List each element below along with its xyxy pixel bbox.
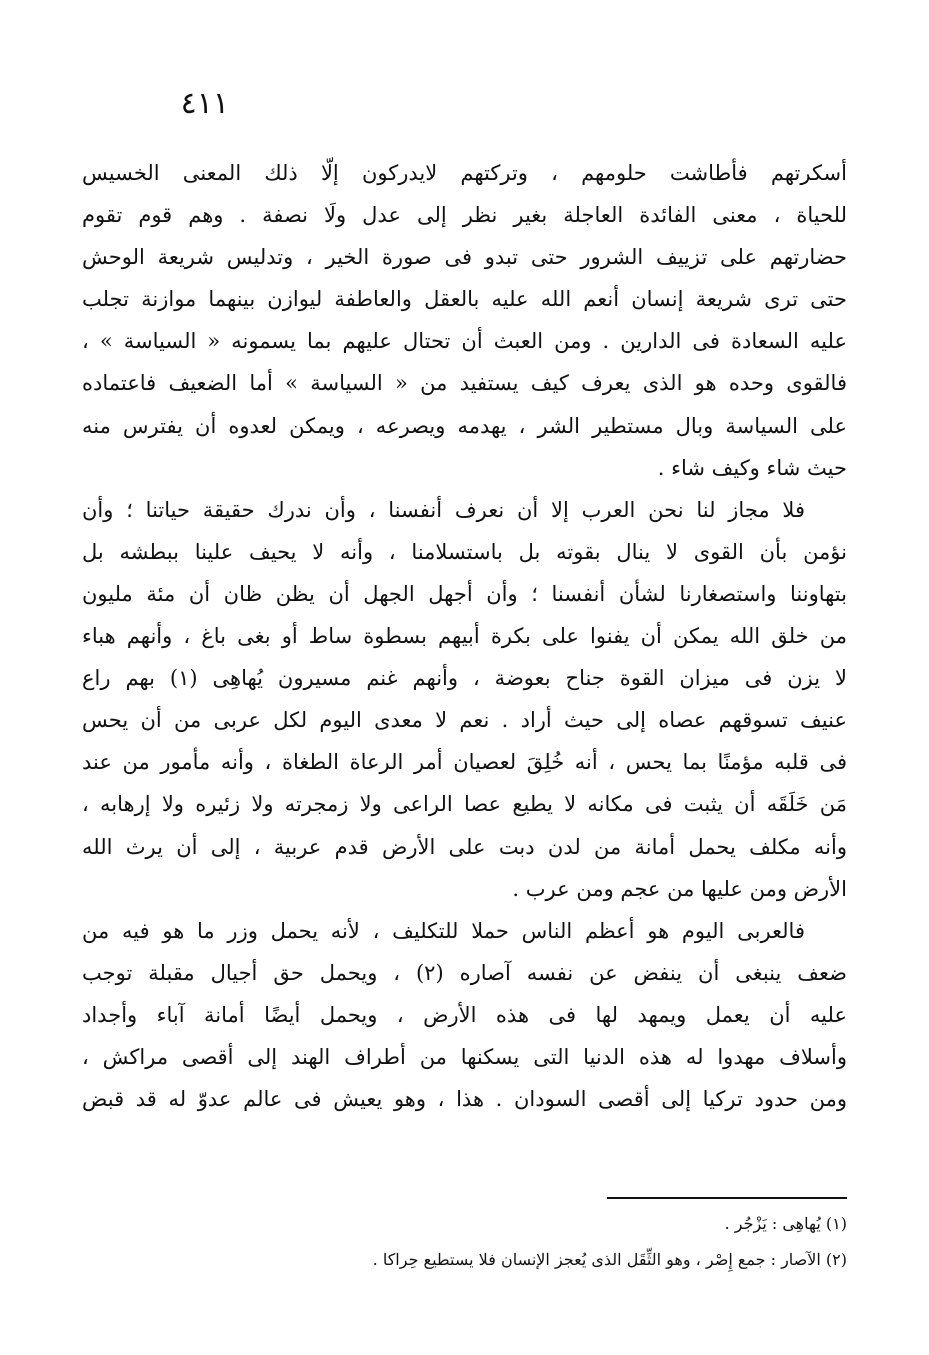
text-line: فالقوى وحده هو الذى يعرف كيف يستفيد من « السياسة » أما الضعيف فاعتماده	[82, 371, 847, 396]
footnote-1: (١) يُهاهِى : يَزْجُر .	[724, 1214, 847, 1233]
text-line: نؤمن بأن القوى لا ينال بقوته بل باستسلامنا ، وأنه لا يحيف علينا ببطشه بل	[82, 539, 847, 564]
text-line: ومن حدود تركيا إلى أقصى السودان . هذا ، وهو يعيش فى عالم عدوّ له قد قبض	[82, 1087, 847, 1112]
page-number: ٤١١	[180, 86, 229, 121]
text-line: حتى ترى شريعة إنسان أنعم الله عليه بالعقل والعاطفة ليوازن بينهما موازنة تجلب	[82, 287, 847, 312]
text-line: مَن خَلَقَه أن يثبت فى مكانه لا يطيع عصا الراعى ولا زمجرته ولا زئيره ولا إرهابه ،	[82, 792, 847, 817]
text-line: حيث شاء وكيف شاء .	[657, 455, 847, 480]
text-line: الأرض ومن عليها من عجم ومن عرب .	[512, 876, 847, 901]
text-line: حضارتهم على تزييف الشرور حتى تبدو فى صورة الخير ، وتدليس شريعة الوحش	[82, 245, 847, 270]
text-line: فى قلبه مؤمنًا بما يحس ، أنه خُلِقَ لعصيان أمر الرعاة الطغاة ، وأنه مأمور من عند	[82, 750, 847, 775]
text-line: وأنه مكلف يحمل أمانة من لدن دبت على الأرض قدم عربية ، إلى أن يرث الله	[82, 834, 847, 859]
text-line: للحياة ، معنى الفائدة العاجلة بغير نظر إلى عدل ولَا نصفة . وهم قوم تقوم	[82, 203, 847, 228]
text-line: ضعف ينبغى أن ينفض عن نفسه آصاره (٢) ، ويحمل حق أجيال مقبلة توجب	[82, 960, 847, 985]
footnote-2: (٢) الآصار : جمع إِصْر ، وهو الثِّقَل الذى يُعجز الإنسان فلا يستطيع حِراكا .	[372, 1250, 847, 1269]
text-line: لا يزن فى ميزان القوة جناح بعوضة ، وأنهم غنم مسيرون يُهاهِى (١) بهم راع	[82, 666, 847, 691]
text-line: عليه السعادة فى الدارين . ومن العبث أن تحتال عليهم بما يسمونه « السياسة » ،	[82, 329, 847, 354]
text-line: فالعربى اليوم هو أعظم الناس حملا للتكليف ، لأنه يحمل وزر ما هو فيه من	[82, 918, 805, 943]
paragraph-1	[82, 152, 847, 489]
text-line: على السياسة وبال مستطير الشر ، يهدمه ويصرعه ، ويمكن لعدوه أن يفترس منه	[82, 413, 847, 438]
text-line: عنيف تسوقهم عصاه إلى حيث أراد . نعم لا معدى اليوم لكل عربى من أن يحس	[82, 708, 847, 733]
text-line: عليه أن يعمل ويمهد لها فى هذه الأرض ، ويحمل أيضًا أمانة آباء وأجداد	[82, 1002, 847, 1027]
footnote-divider	[607, 1197, 847, 1199]
text-line: من خلق الله يمكن أن يفنوا على بكرة أبيهم بسطوة ساط أو بغى باغ ، وأنهم هباء	[82, 624, 847, 649]
footnotes	[82, 1212, 847, 1284]
paragraph-3	[82, 910, 847, 1120]
main-text	[82, 152, 847, 1120]
paragraph-2	[82, 489, 847, 910]
text-line: أسكرتهم فأطاشت حلومهم ، وتركتهم لايدركون إلّا ذلك المعنى الخسيس	[82, 161, 847, 185]
text-line: بتهاوننا واستصغارنا لشأن أنفسنا ؛ وأن أجهل الجهل أن يظن ظان أن مئة مليون	[82, 581, 847, 606]
text-line: وأسلاف مهدوا له هذه الدنيا التى يسكنها من أطراف الهند إلى أقصى مراكش ،	[82, 1044, 847, 1069]
text-line: فلا مجاز لنا نحن العرب إلا أن نعرف أنفسنا ، وأن ندرك حقيقة حياتنا ؛ وأن	[82, 497, 805, 522]
